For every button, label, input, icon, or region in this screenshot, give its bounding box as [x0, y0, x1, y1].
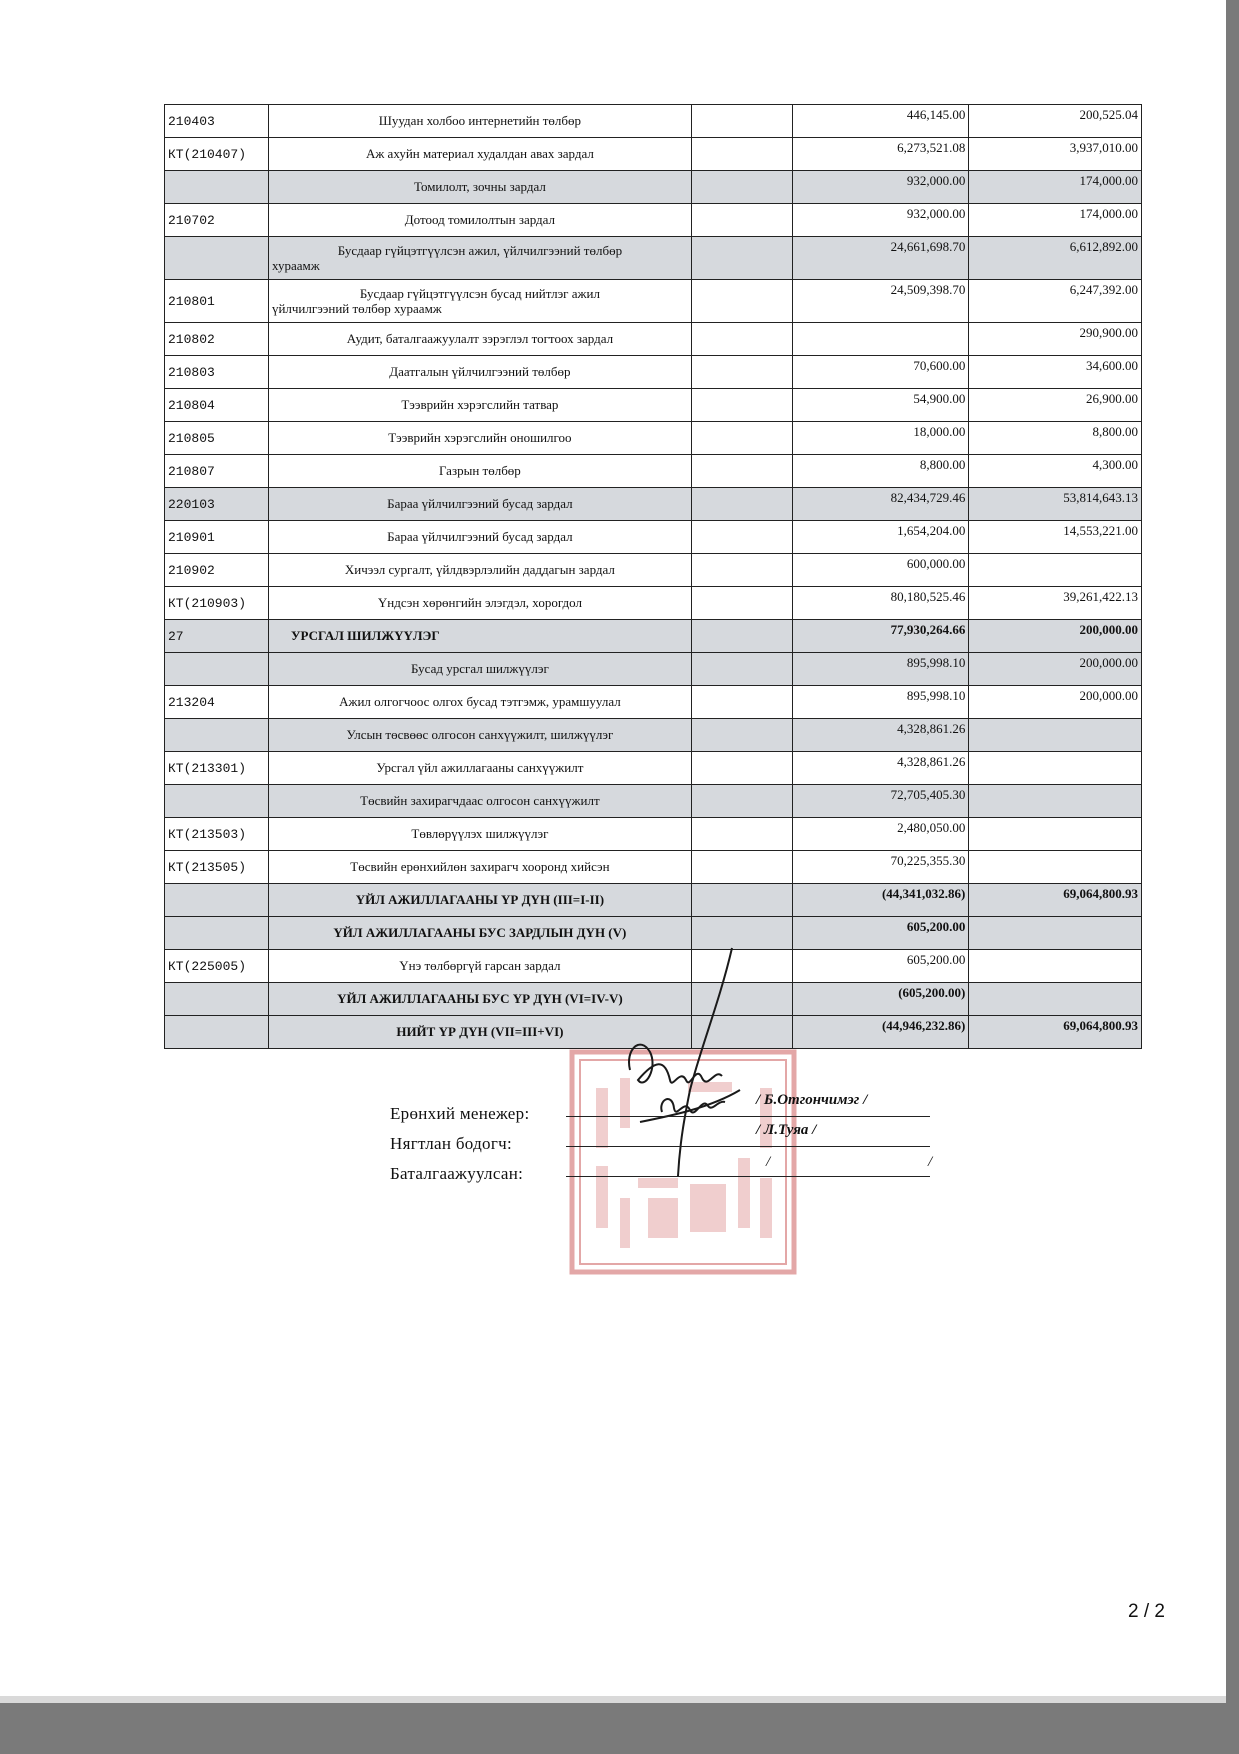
previous-period-value: 8,800.00: [969, 422, 1142, 455]
previous-period-value: 200,000.00: [969, 653, 1142, 686]
current-period-value: 70,600.00: [792, 356, 969, 389]
account-name: Даатгалын үйлчилгээний төлбөр: [268, 356, 691, 389]
account-code: КТ(213505): [165, 851, 269, 884]
current-period-value: 895,998.10: [792, 653, 969, 686]
note-cell: [691, 105, 792, 138]
previous-period-value: 4,300.00: [969, 455, 1142, 488]
account-name: ҮЙЛ АЖИЛЛАГААНЫ БУС ЗАРДЛЫН ДҮН (V): [268, 917, 691, 950]
note-cell: [691, 851, 792, 884]
previous-period-value: 34,600.00: [969, 356, 1142, 389]
account-code: КТ(210407): [165, 138, 269, 171]
previous-period-value: 53,814,643.13: [969, 488, 1142, 521]
account-code: 210702: [165, 204, 269, 237]
current-period-value: (605,200.00): [792, 983, 969, 1016]
account-name: [268, 237, 691, 280]
account-code: 210805: [165, 422, 269, 455]
current-period-value: 77,930,264.66: [792, 620, 969, 653]
table-row: [165, 587, 1142, 620]
previous-period-value: 290,900.00: [969, 323, 1142, 356]
current-period-value: 895,998.10: [792, 686, 969, 719]
note-cell: [691, 818, 792, 851]
current-period-value: (44,341,032.86): [792, 884, 969, 917]
account-code: 210801: [165, 280, 269, 323]
page-number: 2 / 2: [1128, 1601, 1165, 1622]
current-period-value: 600,000.00: [792, 554, 969, 587]
account-name: Үндсэн хөрөнгийн элэгдэл, хорогдол: [268, 587, 691, 620]
previous-period-value: [969, 983, 1142, 1016]
note-cell: [691, 138, 792, 171]
account-name: ҮЙЛ АЖИЛЛАГААНЫ ҮР ДҮН (III=I-II): [268, 884, 691, 917]
previous-period-value: 3,937,010.00: [969, 138, 1142, 171]
table-row: [165, 138, 1142, 171]
previous-period-value: 69,064,800.93: [969, 1016, 1142, 1049]
table-row: [165, 785, 1142, 818]
current-period-value: 2,480,050.00: [792, 818, 969, 851]
account-code: 210807: [165, 455, 269, 488]
account-code: 27: [165, 620, 269, 653]
table-row: [165, 554, 1142, 587]
note-cell: [691, 554, 792, 587]
current-period-value: 4,328,861.26: [792, 752, 969, 785]
account-code: 210901: [165, 521, 269, 554]
account-name-line1: Бусдаар гүйцэтгүүлсэн ажил, үйлчилгээний төлбөр: [337, 243, 623, 258]
account-code: 210804: [165, 389, 269, 422]
account-name: Томилолт, зочны зардал: [268, 171, 691, 204]
table-row: [165, 105, 1142, 138]
account-name: Хичээл сургалт, үйлдвэрлэлийн даддагын зардал: [268, 554, 691, 587]
account-name: Аудит, баталгаажуулалт зэрэглэл тогтоох зардал: [268, 323, 691, 356]
current-period-value: 82,434,729.46: [792, 488, 969, 521]
table-row: [165, 323, 1142, 356]
note-cell: [691, 719, 792, 752]
note-cell: [691, 455, 792, 488]
current-period-value: 70,225,355.30: [792, 851, 969, 884]
page-right-shadow: [1226, 0, 1239, 1754]
verified-label: Баталгаажуулсан:: [390, 1164, 524, 1183]
note-cell: [691, 204, 792, 237]
table-row: [165, 620, 1142, 653]
current-period-value: 1,654,204.00: [792, 521, 969, 554]
account-name: Бараа үйлчилгээний бусад зардал: [268, 521, 691, 554]
account-code: 210802: [165, 323, 269, 356]
note-cell: [691, 653, 792, 686]
current-period-value: 4,328,861.26: [792, 719, 969, 752]
account-name: Бараа үйлчилгээний бусад зардал: [268, 488, 691, 521]
table-row: [165, 851, 1142, 884]
account-name: НИЙТ ҮР ДҮН (VII=III+VI): [268, 1016, 691, 1049]
account-name: Урсгал үйл ажиллагааны санхүүжилт: [268, 752, 691, 785]
previous-period-value: [969, 917, 1142, 950]
note-cell: [691, 587, 792, 620]
previous-period-value: [969, 785, 1142, 818]
previous-period-value: [969, 851, 1142, 884]
current-period-value: 72,705,405.30: [792, 785, 969, 818]
account-name: Тээврийн хэрэгслийн оношилгоо: [268, 422, 691, 455]
current-period-value: 932,000.00: [792, 204, 969, 237]
previous-period-value: 14,553,221.00: [969, 521, 1142, 554]
note-cell: [691, 884, 792, 917]
accountant-label: Нягтлан бодогч:: [390, 1134, 513, 1153]
note-cell: [691, 389, 792, 422]
previous-period-value: 200,000.00: [969, 620, 1142, 653]
manager-name: / Б.Отгончимэг /: [756, 1092, 868, 1108]
account-name: [268, 280, 691, 323]
account-code: 220103: [165, 488, 269, 521]
current-period-value: 8,800.00: [792, 455, 969, 488]
table-row: [165, 488, 1142, 521]
table-row: [165, 752, 1142, 785]
previous-period-value: [969, 554, 1142, 587]
account-code: [165, 653, 269, 686]
account-name-line2: хураамж: [271, 258, 320, 273]
table-row: [165, 455, 1142, 488]
previous-period-value: 6,247,392.00: [969, 280, 1142, 323]
table-row: [165, 389, 1142, 422]
current-period-value: 54,900.00: [792, 389, 969, 422]
previous-period-value: 200,000.00: [969, 686, 1142, 719]
current-period-value: [792, 323, 969, 356]
previous-period-value: 6,612,892.00: [969, 237, 1142, 280]
account-name: Аж ахуйн материал худалдан авах зардал: [268, 138, 691, 171]
table-row: [165, 884, 1142, 917]
current-period-value: 605,200.00: [792, 950, 969, 983]
account-code: 210902: [165, 554, 269, 587]
account-code: 210803: [165, 356, 269, 389]
accountant-name: / Л.Туяа /: [756, 1122, 817, 1138]
current-period-value: 446,145.00: [792, 105, 969, 138]
page-bottom-shadow: [0, 1703, 1239, 1754]
previous-period-value: 69,064,800.93: [969, 884, 1142, 917]
account-name: Үнэ төлбөргүй гарсан зардал: [268, 950, 691, 983]
current-period-value: 932,000.00: [792, 171, 969, 204]
table-row: [165, 818, 1142, 851]
note-cell: [691, 171, 792, 204]
account-name: Шуудан холбоо интернетийн төлбөр: [268, 105, 691, 138]
account-code: 213204: [165, 686, 269, 719]
account-code: [165, 171, 269, 204]
table-row: [165, 171, 1142, 204]
note-cell: [691, 237, 792, 280]
account-code: КТ(225005): [165, 950, 269, 983]
verified-signature-line: [566, 1176, 930, 1177]
account-code: [165, 983, 269, 1016]
account-name: Дотоод томилолтын зардал: [268, 204, 691, 237]
signature-block: [390, 1092, 950, 1214]
current-period-value: 605,200.00: [792, 917, 969, 950]
table-row: [165, 356, 1142, 389]
income-statement-table: [164, 104, 1142, 1049]
table-row: [165, 280, 1142, 323]
note-cell: [691, 422, 792, 455]
current-period-value: 24,509,398.70: [792, 280, 969, 323]
account-code: КТ(213503): [165, 818, 269, 851]
current-period-value: 18,000.00: [792, 422, 969, 455]
previous-period-value: 174,000.00: [969, 204, 1142, 237]
previous-period-value: 39,261,422.13: [969, 587, 1142, 620]
note-cell: [691, 686, 792, 719]
table-row: [165, 653, 1142, 686]
account-code: КТ(213301): [165, 752, 269, 785]
note-cell: [691, 752, 792, 785]
table-row: [165, 521, 1142, 554]
verified-slash-left: /: [766, 1154, 771, 1170]
current-period-value: 24,661,698.70: [792, 237, 969, 280]
manager-signature-line: [566, 1116, 930, 1117]
account-name: УРСГАЛ ШИЛЖҮҮЛЭГ: [268, 620, 691, 653]
previous-period-value: [969, 752, 1142, 785]
account-code: 210403: [165, 105, 269, 138]
account-name: Төсвийн захирагчдаас олгосон санхүүжилт: [268, 785, 691, 818]
account-name-line2: үйлчилгээний төлбөр хураамж: [271, 301, 442, 316]
account-name-line1: Бусдаар гүйцэтгүүлсэн бусад нийтлэг ажил: [359, 286, 600, 301]
table-row: [165, 237, 1142, 280]
previous-period-value: [969, 818, 1142, 851]
note-cell: [691, 785, 792, 818]
current-period-value: 6,273,521.08: [792, 138, 969, 171]
account-name: Улсын төсвөөс олгосон санхүүжилт, шилжүүлэг: [268, 719, 691, 752]
note-cell: [691, 323, 792, 356]
account-name: ҮЙЛ АЖИЛЛАГААНЫ БУС ҮР ДҮН (VI=IV-V): [268, 983, 691, 1016]
previous-period-value: 174,000.00: [969, 171, 1142, 204]
account-code: [165, 917, 269, 950]
table-row: [165, 204, 1142, 237]
current-period-value: 80,180,525.46: [792, 587, 969, 620]
verified-slash-right: /: [928, 1154, 933, 1170]
previous-period-value: 200,525.04: [969, 105, 1142, 138]
previous-period-value: [969, 719, 1142, 752]
table-row: [165, 686, 1142, 719]
account-name: Төвлөрүүлэх шилжүүлэг: [268, 818, 691, 851]
table-row: [165, 719, 1142, 752]
account-code: КТ(210903): [165, 587, 269, 620]
account-code: [165, 884, 269, 917]
account-name: Бусад урсгал шилжүүлэг: [268, 653, 691, 686]
page-bottom-edge: [0, 1696, 1226, 1703]
note-cell: [691, 356, 792, 389]
previous-period-value: [969, 950, 1142, 983]
note-cell: [691, 488, 792, 521]
manager-label: Ерөнхий менежер:: [390, 1104, 530, 1123]
account-name: Тээврийн хэрэгслийн татвар: [268, 389, 691, 422]
account-name: Ажил олгогчоос олгох бусад тэтгэмж, урамшуулал: [268, 686, 691, 719]
account-code: [165, 1016, 269, 1049]
previous-period-value: 26,900.00: [969, 389, 1142, 422]
account-code: [165, 785, 269, 818]
account-name: Төсвийн ерөнхийлөн захирагч хооронд хийсэн: [268, 851, 691, 884]
note-cell: [691, 521, 792, 554]
current-period-value: (44,946,232.86): [792, 1016, 969, 1049]
account-name: Газрын төлбөр: [268, 455, 691, 488]
accountant-signature-line: [566, 1146, 930, 1147]
note-cell: [691, 280, 792, 323]
account-code: [165, 237, 269, 280]
account-code: [165, 719, 269, 752]
table-row: [165, 422, 1142, 455]
note-cell: [691, 620, 792, 653]
